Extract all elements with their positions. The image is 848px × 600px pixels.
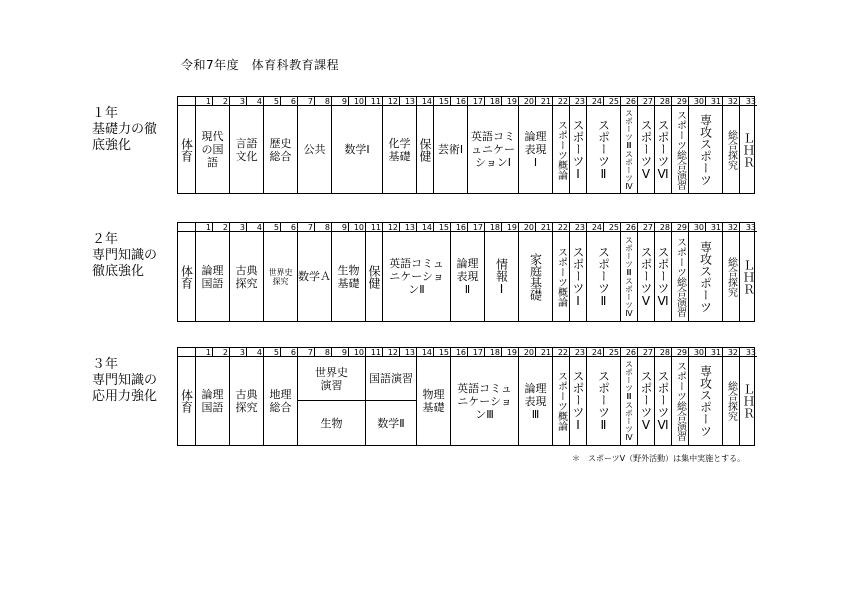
- subject-cell: 物理基礎: [417, 357, 451, 445]
- col-num: 12: [383, 97, 400, 106]
- col-num: 33: [740, 348, 757, 357]
- subject-cell: スポーツⅢ スポーツⅣ: [621, 232, 638, 321]
- col-num: 9: [332, 223, 349, 232]
- subject-cell: 世界史探究: [264, 232, 298, 321]
- subject-cell: 論理表現Ⅰ: [519, 106, 553, 193]
- col-num: 15: [434, 97, 451, 106]
- col-num: 19: [502, 223, 519, 232]
- document-title: 令和7年度 体育科教育課程: [181, 58, 340, 72]
- col-num: 7: [298, 97, 315, 106]
- subject-cell: 論理国語: [196, 357, 230, 445]
- col-num: 32: [723, 348, 740, 357]
- subject-cell: 論理国語: [196, 232, 230, 321]
- col-num: 10: [349, 223, 366, 232]
- col-num: 13: [400, 223, 417, 232]
- col-num: 20: [519, 223, 536, 232]
- col-num: 3: [230, 97, 247, 106]
- grade3-goal-line1: 専門知識の: [92, 373, 158, 388]
- col-num: 22: [553, 348, 570, 357]
- subject-cell: スポーツⅥ: [655, 106, 672, 193]
- col-num: 3: [230, 348, 247, 357]
- col-num: 9: [332, 97, 349, 106]
- subject-cell: 保健: [417, 106, 434, 193]
- col-num: 29: [672, 223, 689, 232]
- subject-cell: 生物基礎: [332, 232, 366, 321]
- col-num: 9: [332, 348, 349, 357]
- col-num: 20: [519, 97, 536, 106]
- col-num: 25: [604, 348, 621, 357]
- header-corner: [178, 97, 196, 106]
- subject-pe: 体育: [178, 357, 196, 445]
- col-num: 24: [587, 97, 604, 106]
- col-num: 33: [740, 97, 757, 106]
- col-num: 5: [264, 223, 281, 232]
- col-num: 12: [383, 223, 400, 232]
- subject-cell: 古典探究: [230, 232, 264, 321]
- col-num: 24: [587, 223, 604, 232]
- col-num: 16: [451, 348, 468, 357]
- col-num: 2: [213, 348, 230, 357]
- subject-cell: 総合探究: [723, 106, 740, 193]
- subject-cell: 専攻スポーツ: [689, 232, 723, 321]
- subject-cell: 芸術Ⅰ: [434, 106, 468, 193]
- col-num: 15: [434, 348, 451, 357]
- col-num: 28: [655, 97, 672, 106]
- col-num: 30: [689, 223, 706, 232]
- col-num: 22: [553, 97, 570, 106]
- col-num: 12: [383, 348, 400, 357]
- col-num: 33: [740, 223, 757, 232]
- grade2-goal-line2: 徹底強化: [92, 264, 145, 279]
- subject-cell: ＬＨＲ: [741, 131, 756, 168]
- grade1-label: [92, 106, 157, 154]
- subject-cell: スポーツⅢ スポーツⅣ: [621, 357, 638, 445]
- col-num: 10: [349, 348, 366, 357]
- col-num: 17: [468, 223, 485, 232]
- subject-cell: 化学基礎: [383, 106, 417, 193]
- subject-cell: 総合探究: [723, 357, 740, 445]
- subject-cell: スポーツⅠ: [570, 232, 587, 321]
- col-num: 23: [570, 97, 587, 106]
- col-num: 27: [638, 223, 655, 232]
- col-num: 3: [230, 223, 247, 232]
- col-num: 31: [706, 223, 723, 232]
- col-num: 22: [553, 223, 570, 232]
- col-num: 11: [366, 97, 383, 106]
- grade1-goal-line1: 基礎力の徹: [92, 122, 158, 137]
- elective-cell: 数学Ⅱ: [366, 401, 417, 445]
- subject-pe: 体育: [178, 106, 196, 193]
- subject-cell: 言語文化: [230, 106, 264, 193]
- subject-cell: 総合探究: [723, 232, 740, 321]
- subject-cell: 現代の国語: [196, 106, 230, 193]
- subject-cell: 公共: [298, 106, 332, 193]
- subject-cell: スポーツ総合演習: [672, 106, 689, 193]
- col-num: 6: [281, 223, 298, 232]
- col-num: 5: [264, 97, 281, 106]
- subject-cell: スポーツ概論: [553, 232, 570, 321]
- subject-cell: 数学Ａ: [298, 232, 332, 321]
- grade2-goal-line1: 専門知識の: [92, 248, 158, 263]
- col-num: 4: [247, 97, 264, 106]
- grade3-label: [92, 357, 157, 405]
- col-num: 4: [247, 348, 264, 357]
- subject-cell: 英語コミュニケーションⅡ: [383, 232, 451, 321]
- grade3-year: ３年: [92, 357, 119, 372]
- header-corner: [178, 348, 196, 357]
- col-num: 21: [536, 97, 553, 106]
- col-num: 7: [298, 348, 315, 357]
- grade2-label: [92, 232, 157, 280]
- col-num: 13: [400, 97, 417, 106]
- col-num: 21: [536, 348, 553, 357]
- col-num: 16: [451, 97, 468, 106]
- header-corner: [178, 223, 196, 232]
- subject-cell: スポーツⅥ: [655, 232, 672, 321]
- col-num: 25: [604, 223, 621, 232]
- col-num: 32: [723, 97, 740, 106]
- col-num: 17: [468, 97, 485, 106]
- col-num: 1: [196, 348, 213, 357]
- col-num: 2: [213, 97, 230, 106]
- subject-cell: 保健: [366, 232, 383, 321]
- subject-cell: 専攻スポーツ: [689, 106, 723, 193]
- grade1-goal-line2: 底強化: [92, 138, 132, 153]
- elective-cell: 国語演習: [366, 357, 417, 401]
- col-num: 10: [349, 97, 366, 106]
- col-num: 14: [417, 348, 434, 357]
- col-num: 5: [264, 348, 281, 357]
- subject-cell: スポーツⅢ スポーツⅣ: [621, 106, 638, 193]
- subject-cell: ＬＨＲ: [741, 383, 756, 419]
- subject-cell: スポーツ概論: [553, 357, 570, 445]
- col-num: 23: [570, 223, 587, 232]
- col-num: 30: [689, 348, 706, 357]
- col-num: 23: [570, 348, 587, 357]
- col-num: 4: [247, 223, 264, 232]
- col-num: 21: [536, 223, 553, 232]
- col-num: 11: [366, 348, 383, 357]
- subject-cell: スポーツⅤ: [638, 232, 655, 321]
- col-num: 18: [485, 97, 502, 106]
- elective-cell: 世界史演習: [298, 357, 366, 401]
- subject-cell: 家庭基礎: [519, 232, 553, 321]
- subject-cell: 英語コミュニケーションⅢ: [451, 357, 519, 445]
- grade1-year: １年: [92, 106, 119, 121]
- subject-cell: 論理表現Ⅲ: [519, 357, 553, 445]
- col-num: 20: [519, 348, 536, 357]
- col-num: 24: [587, 348, 604, 357]
- subject-cell: スポーツ総合演習: [672, 232, 689, 321]
- grade2-year: ２年: [92, 232, 119, 247]
- col-num: 17: [468, 348, 485, 357]
- grade1-table: [177, 96, 755, 194]
- col-num: 1: [196, 223, 213, 232]
- col-num: 27: [638, 348, 655, 357]
- col-num: 1: [196, 97, 213, 106]
- col-num: 2: [213, 223, 230, 232]
- grade3-table: [177, 347, 755, 446]
- subject-cell: スポーツⅡ: [587, 232, 621, 321]
- subject-cell: 古典探究: [230, 357, 264, 445]
- subject-cell: 英語コミュニケーションⅠ: [468, 106, 519, 193]
- col-num: 27: [638, 97, 655, 106]
- subject-cell: スポーツ総合演習: [672, 357, 689, 445]
- subject-cell: スポーツⅤ: [638, 106, 655, 193]
- elective-cell: 生物: [298, 401, 366, 445]
- col-num: 6: [281, 348, 298, 357]
- col-num: 32: [723, 223, 740, 232]
- subject-cell: 地理総合: [264, 357, 298, 445]
- col-num: 30: [689, 97, 706, 106]
- col-num: 28: [655, 223, 672, 232]
- col-num: 19: [502, 348, 519, 357]
- subject-cell: 専攻スポーツ: [689, 357, 723, 445]
- subject-pe: 体育: [178, 232, 196, 321]
- subject-cell: 歴史総合: [264, 106, 298, 193]
- col-num: 29: [672, 97, 689, 106]
- subject-cell: スポーツⅠ: [570, 357, 587, 445]
- col-num: 26: [621, 348, 638, 357]
- col-num: 26: [621, 97, 638, 106]
- subject-cell: スポーツ概論: [553, 106, 570, 193]
- grade2-table: [177, 222, 755, 322]
- col-num: 26: [621, 223, 638, 232]
- col-num: 14: [417, 97, 434, 106]
- subject-cell: スポーツⅡ: [587, 106, 621, 193]
- subject-cell: 論理表現Ⅱ: [451, 232, 485, 321]
- grade3-goal-line2: 応用力強化: [92, 389, 158, 404]
- col-num: 16: [451, 223, 468, 232]
- col-num: 31: [706, 348, 723, 357]
- col-num: 14: [417, 223, 434, 232]
- subject-cell: 数学Ⅰ: [332, 106, 383, 193]
- col-num: 28: [655, 348, 672, 357]
- subject-cell: スポーツⅡ: [587, 357, 621, 445]
- col-num: 18: [485, 348, 502, 357]
- col-num: 31: [706, 97, 723, 106]
- col-num: 15: [434, 223, 451, 232]
- footnote: ＊ スポーツⅤ（野外活動）は集中実施とする。: [572, 454, 746, 463]
- subject-cell: スポーツⅤ: [638, 357, 655, 445]
- col-num: 29: [672, 348, 689, 357]
- col-num: 8: [315, 223, 332, 232]
- col-num: 6: [281, 97, 298, 106]
- col-num: 19: [502, 97, 519, 106]
- col-num: 13: [400, 348, 417, 357]
- col-num: 18: [485, 223, 502, 232]
- subject-cell: スポーツⅠ: [570, 106, 587, 193]
- col-num: 8: [315, 97, 332, 106]
- subject-cell: ＬＨＲ: [741, 258, 756, 295]
- subject-cell: スポーツⅥ: [655, 357, 672, 445]
- col-num: 11: [366, 223, 383, 232]
- col-num: 25: [604, 97, 621, 106]
- col-num: 7: [298, 223, 315, 232]
- subject-cell: 情報Ⅰ: [485, 232, 519, 321]
- col-num: 8: [315, 348, 332, 357]
